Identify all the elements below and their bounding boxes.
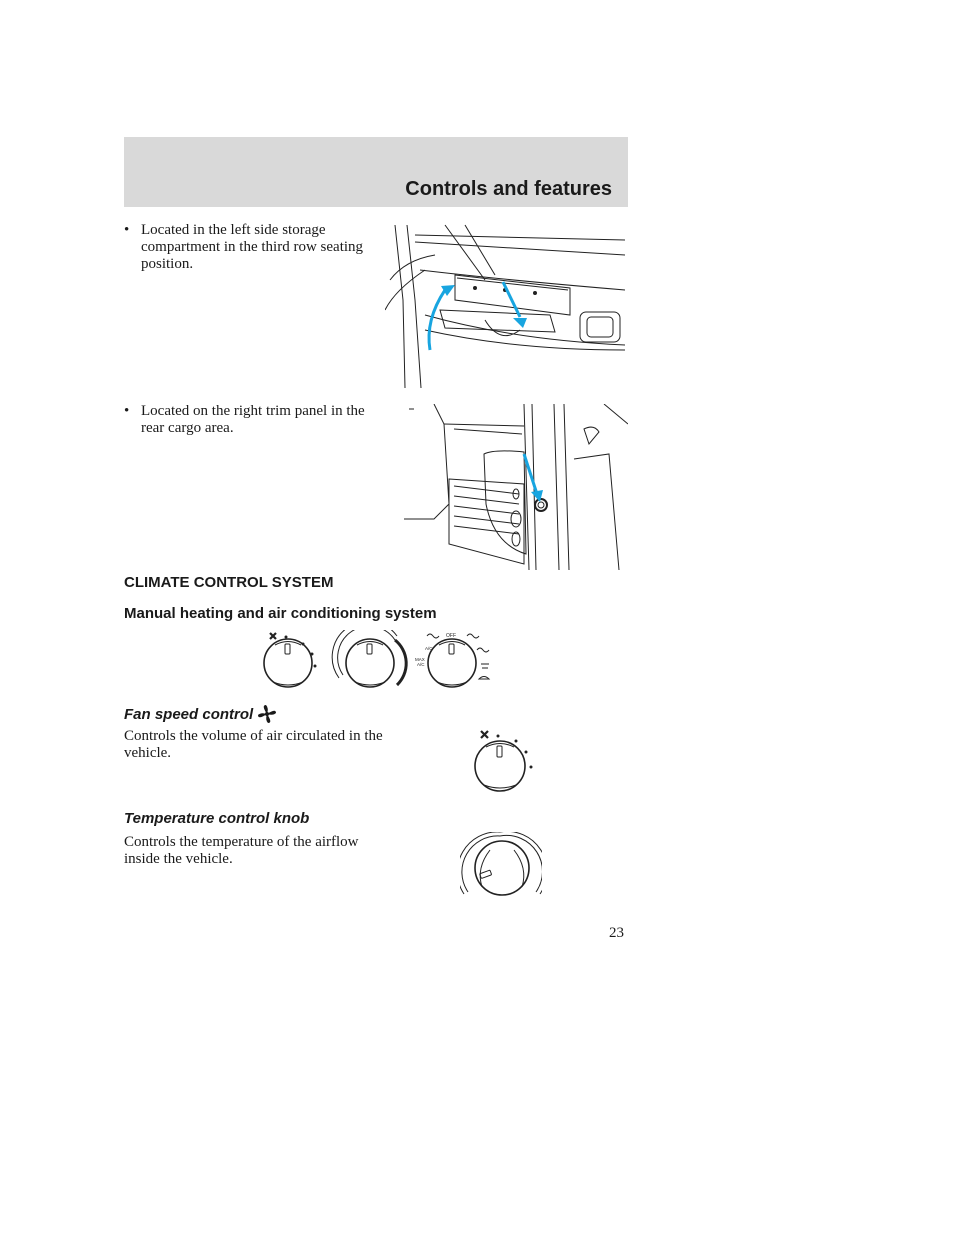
manual-heating-ac-heading: Manual heating and air conditioning system [124, 605, 437, 622]
fan-speed-description: Controls the volume of air circulated in the vehicle. [124, 728, 383, 761]
mode-knob [415, 633, 489, 687]
bullet-right-trim-panel [124, 403, 379, 437]
knob-label-max: MAX [415, 657, 425, 662]
knob-label-max-ac: A/C [417, 662, 425, 667]
bullet-text: Located on the right trim panel in the rear cargo area. [141, 403, 365, 436]
section-header [124, 137, 628, 207]
fan-speed-heading: Fan speed control [124, 705, 254, 723]
fan-speed-heading-row [124, 704, 277, 724]
rear-cargo-illustration [404, 404, 628, 570]
fan-icon [257, 704, 277, 724]
climate-control-heading: CLIMATE CONTROL SYSTEM [124, 574, 334, 591]
bullet-dot: • [124, 222, 130, 238]
bullet-text: Located in the left side storage compartment in the third row seating position. [141, 222, 364, 272]
temperature-control-description: Controls the temperature of the airflow inside the vehicle. [124, 834, 359, 867]
knob-label-off: OFF [446, 633, 456, 639]
bullet-storage-compartment [124, 222, 379, 273]
climate-control-panel-illustration [255, 630, 495, 692]
section-title: Controls and features [405, 178, 612, 200]
temperature-knob-illustration [460, 832, 542, 902]
page-number: 23 [609, 925, 624, 941]
knob-label-ac: A/C [425, 646, 433, 651]
temperature-knob [332, 630, 406, 687]
temperature-control-heading: Temperature control knob [124, 810, 310, 827]
storage-compartment-illustration [385, 220, 628, 388]
fan-speed-knob-illustration [465, 726, 545, 796]
fan-knob [264, 633, 316, 687]
bullet-dot: • [124, 403, 130, 419]
